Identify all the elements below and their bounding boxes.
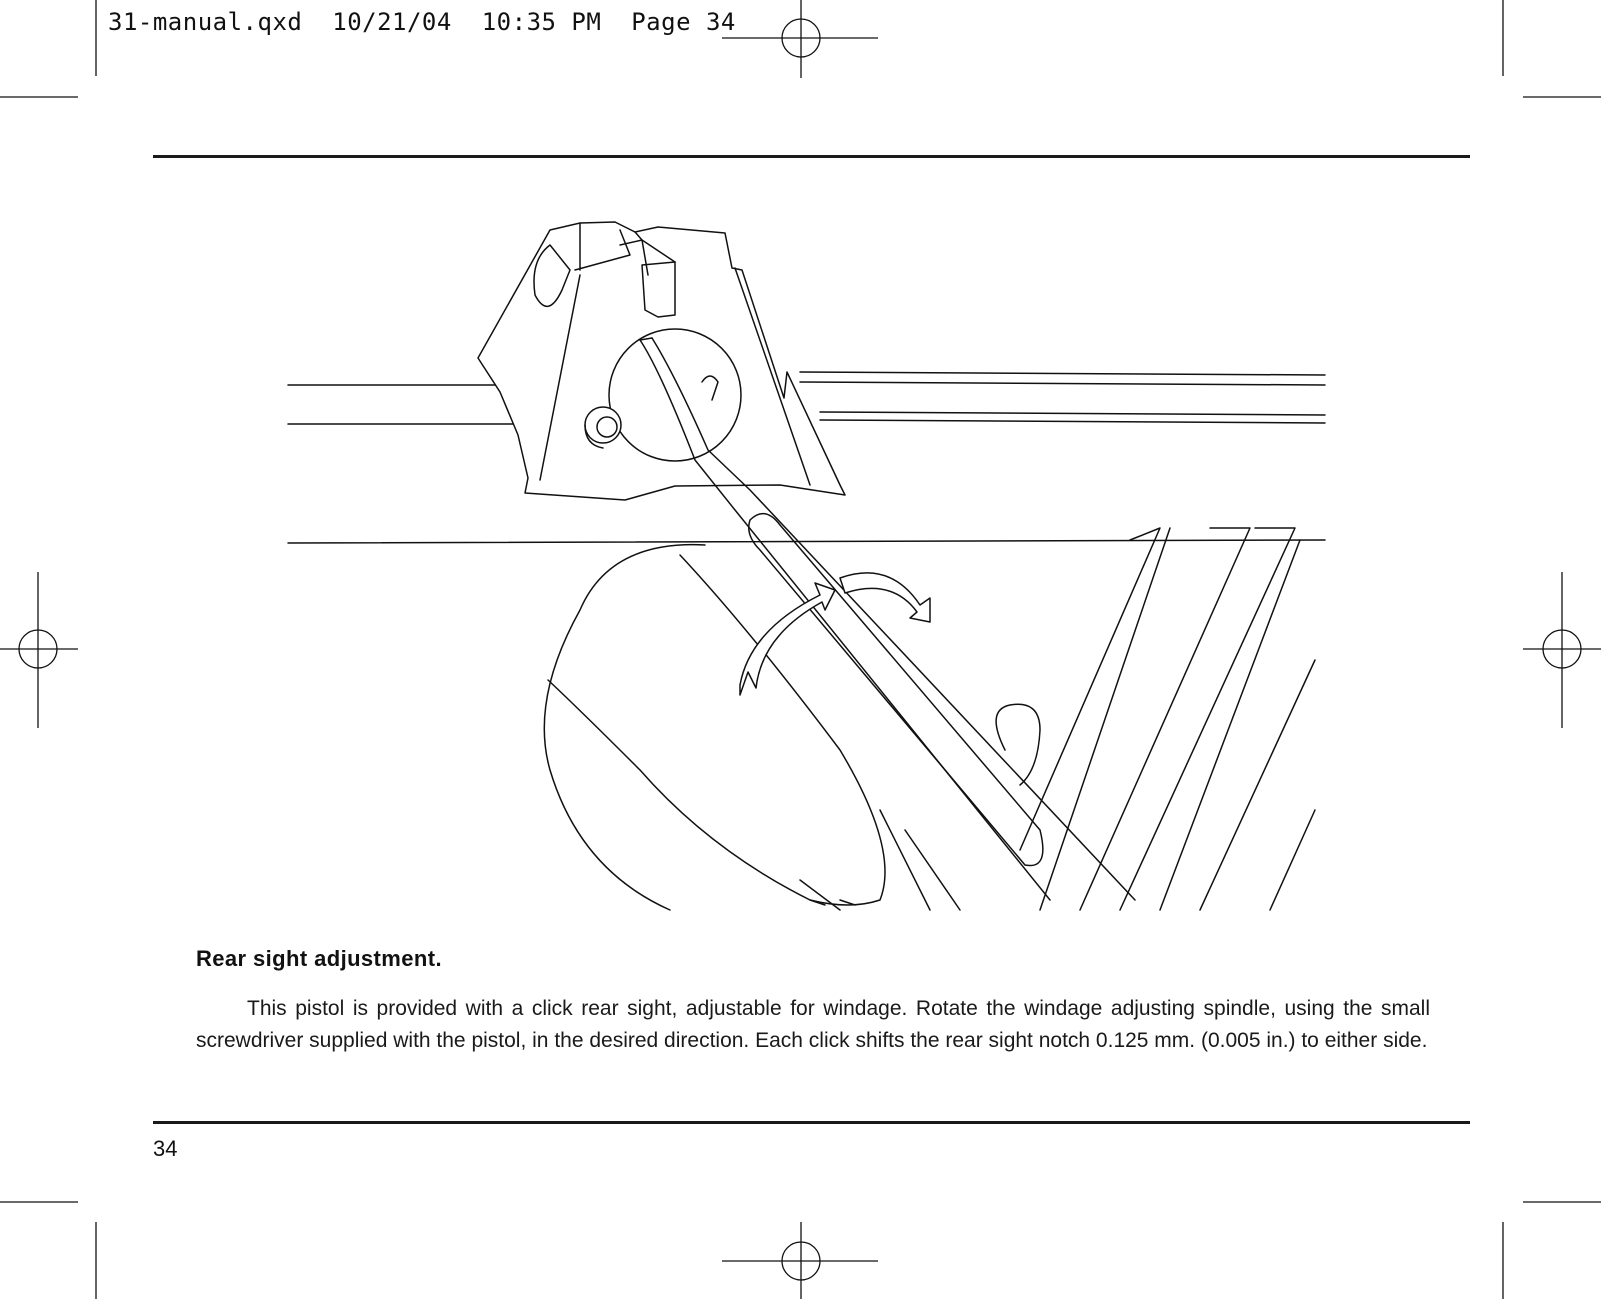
- page-number: 34: [153, 1136, 178, 1161]
- rotation-arrow-icon: [740, 583, 835, 695]
- registration-mark-icon: [782, 0, 820, 78]
- rear-sight-icon: [478, 222, 845, 500]
- registration-mark-icon: [0, 572, 78, 728]
- rear-sight-illustration: [280, 210, 1330, 930]
- registration-mark-icon: [1523, 572, 1601, 728]
- registration-mark-icon: [722, 1222, 878, 1299]
- top-rule: [153, 155, 1470, 158]
- section-body: This pistol is provided with a click rear sight, adjustable for windage. Rotate the windage adjusting spindle, using the small screwdriver supplied with the pistol, in the desired direction. Each click shifts the rear sight notch 0.125 mm. (0.005 in.) to either side.: [196, 997, 1430, 1052]
- section-heading: Rear sight adjustment.: [196, 946, 442, 971]
- rotation-arrow-icon: [840, 573, 930, 622]
- printer-slug-line: 31-manual.qxd 10/21/04 10:35 PM Page 34: [108, 8, 736, 36]
- bottom-rule: [153, 1121, 1470, 1124]
